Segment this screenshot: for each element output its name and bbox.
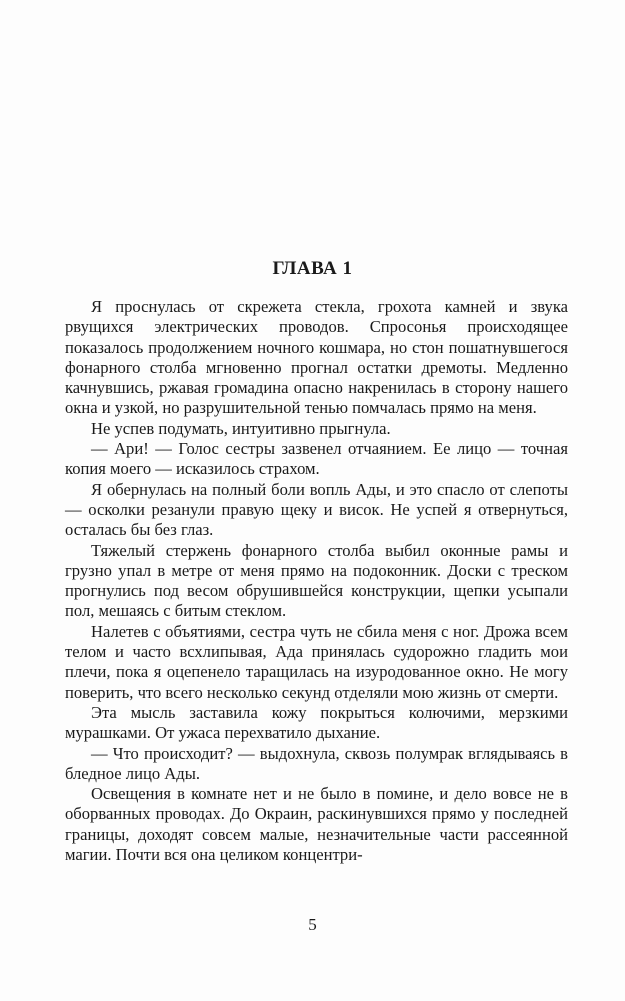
chapter-body: [65, 297, 568, 865]
paragraph: Тяжелый стержень фонарного столба выбил оконные рамы и грузно упал в метре от меня прямо на подоконник. Доски с треском прогнулись под весом обрушившейся конструкции, щепки усыпали пол, мешаясь с битым стеклом.: [65, 540, 568, 621]
paragraph: Я обернулась на полный боли вопль Ады, и это спасло от слепоты — осколки резанули правую щеку и висок. Не успей я отвернуться, осталась бы без глаз.: [65, 479, 568, 540]
paragraph: — Что происходит? — выдохнула, сквозь полумрак вглядываясь в бледное лицо Ады.: [65, 743, 568, 783]
paragraph: — Ари! — Голос сестры зазвенел отчаянием. Ее лицо — точная копия моего — исказилось страхом.: [65, 439, 568, 479]
paragraph: Не успев подумать, интуитивно прыгнула.: [91, 418, 391, 438]
paragraph: Освещения в комнате нет и не было в помине, и дело вовсе не в оборванных проводах. До Окраин, раскинувшихся прямо у последней границы, доходят совсем малые, незначительные части рассеянной магии. Почти вся она целиком концентри-: [65, 784, 568, 865]
chapter-title: ГЛАВА 1: [272, 258, 353, 279]
paragraph: Я проснулась от скрежета стекла, грохота камней и звука рвущихся электрических проводов. Спросонья происходящее показалось продолжением ночного кошмара, но стон пошатнувшегося фонарного столба мгновенно прогнал остатки дремоты. Медленно качнувшись, ржавая громадина опасно накренилась в сторону нашего окна и узкой, но разрушительной тенью помчалась прямо на меня.: [65, 297, 568, 418]
page-number: 5: [308, 915, 317, 934]
paragraph: Налетев с объятиями, сестра чуть не сбила меня с ног. Дрожа всем телом и часто всхлипывая, Ада принялась судорожно гладить мои плечи, пока я оцепенело таращилась на изуродованное окно. Не могу поверить, что всего несколько секунд отделяли мою жизнь от смерти.: [65, 621, 568, 702]
paragraph: Эта мысль заставила кожу покрыться колючими, мерзкими мурашками. От ужаса перехватило дыхание.: [65, 702, 568, 743]
